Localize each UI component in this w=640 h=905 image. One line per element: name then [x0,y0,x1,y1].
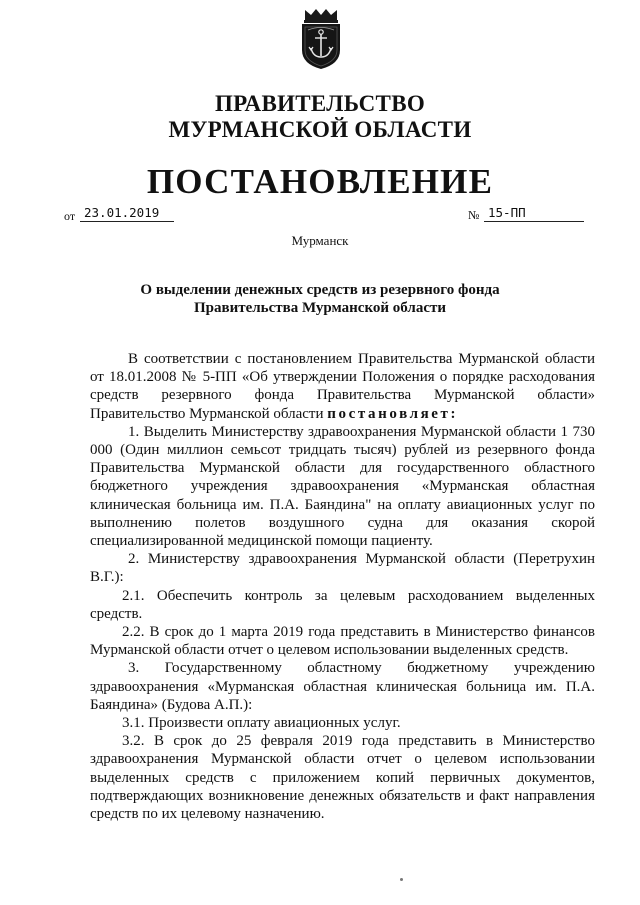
scan-speck [400,878,403,881]
document-number: 15-ПП [484,205,584,222]
city: Мурманск [291,233,349,248]
document-title-line1: О выделении денежных средств из резервного фонда [140,282,500,298]
decree-keyword: постановляет: [327,405,459,422]
paragraph-2-1: 2.1. Обеспечить контроль за целевым расходованием выделенных средств. [90,587,595,622]
paragraph-2: 2. Министерству здравоохранения Мурманской области (Перетрухин В.Г.): [90,551,595,586]
paragraph-2-2: 2.2. В срок до 1 марта 2019 года представить в Министерство финансов Мурманской области отчет о целевом использовании выделенных средств. [90,624,595,659]
paragraph-3-2: 3.2. В срок до 25 февраля 2019 года представить в Министерство здравоохранения Мурманской области отчет о целевом использовании выделенных средств с приложением копий первичных документов, подтверждающих возникновение денежных обязательств и факт направления средств по их целевому назначению. [90,733,595,823]
date-prefix: от [64,209,76,223]
number-prefix: № [468,208,480,222]
document-body [90,350,595,823]
preamble [90,350,595,423]
coat-of-arms-icon [298,8,344,70]
preamble-text: В соответствии с постановлением Правительства Мурманской области от 18.01.2008 № 5-ПП «Об утверждении Положения о порядке расходования средств резервного фонда Правительства Мурманской области» Правительство Мурманской области [90,351,595,422]
paragraph-3: 3. Государственному областному бюджетному учреждению здравоохранения «Мурманская областная клиническая больница им. П.А. Баяндина» (Будова А.П.): [90,660,595,713]
document-type: ПОСТАНОВЛЕНИЕ [146,162,494,201]
org-name-line2: МУРМАНСКОЙ ОБЛАСТИ [168,117,472,142]
document-title-line2: Правительства Мурманской области [193,300,447,316]
org-name-line1: ПРАВИТЕЛЬСТВО [214,91,426,116]
document-date: 23.01.2019 [80,205,174,222]
paragraph-1: 1. Выделить Министерству здравоохранения Мурманской области 1 730 000 (Один миллион семьсот тридцать тысяч) рублей из резервного фонда Правительства Мурманской области для государственного областного бюджетного учреждения здравоохранения «Мурманская областная клиническая больница им. П.А. Баяндина" на оплату авиационных услуг по выполнению полетов воздушного судна для оказания скорой специализированной медицинской помощи пациенту. [90,423,595,550]
paragraph-3-1: 3.1. Произвести оплату авиационных услуг. [122,715,401,732]
